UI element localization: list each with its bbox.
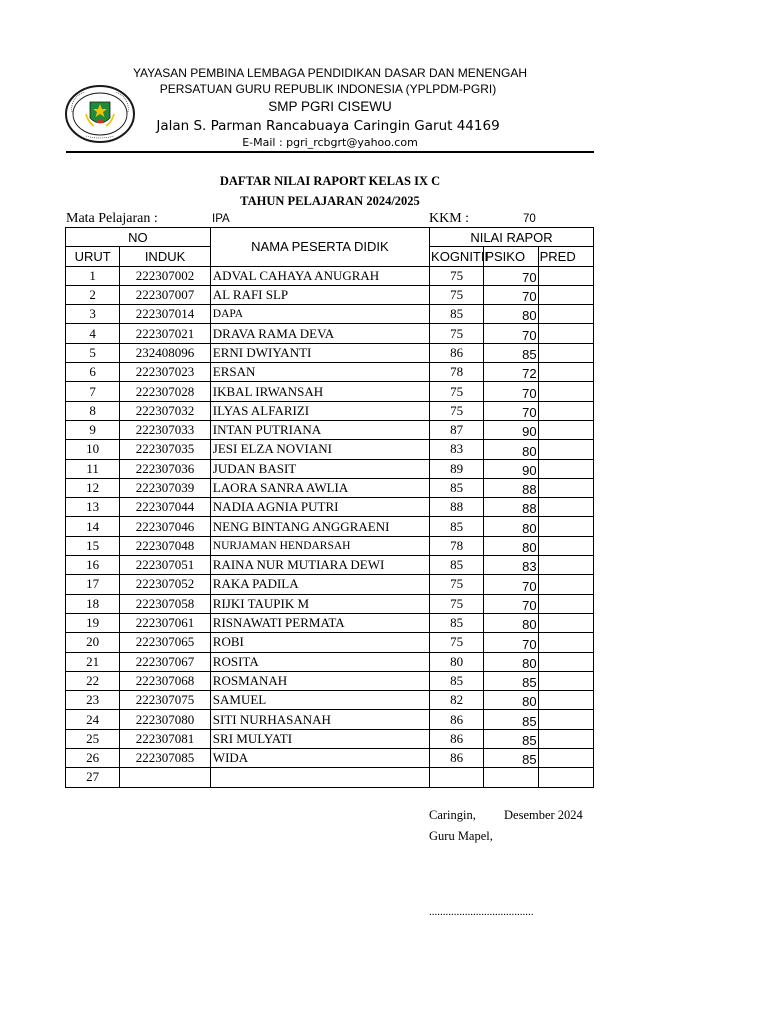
table-row	[66, 536, 594, 555]
row-psiko: 88	[484, 498, 538, 517]
row-nama: NADIA AGNIA PUTRI	[210, 498, 429, 517]
table-row	[66, 691, 594, 710]
row-urut: 2	[66, 285, 120, 304]
row-nama: NURJAMAN HENDARSAH	[210, 536, 429, 555]
row-nama: INTAN PUTRIANA	[210, 420, 429, 439]
row-psiko: 70	[484, 575, 538, 594]
signature-date: Desember 2024	[504, 808, 583, 822]
table-row	[66, 343, 594, 362]
row-induk: 222307002	[120, 266, 211, 285]
row-induk: 222307081	[120, 729, 211, 748]
table-row	[66, 594, 594, 613]
row-urut: 13	[66, 498, 120, 517]
row-nama: LAORA SANRA AWLIA	[210, 478, 429, 497]
signature-line: ......................................	[429, 906, 534, 918]
row-kognitif	[430, 768, 484, 787]
row-urut: 25	[66, 729, 120, 748]
row-induk: 222307036	[120, 459, 211, 478]
row-kognitif: 85	[430, 478, 484, 497]
row-urut: 4	[66, 324, 120, 343]
row-nama: ERNI DWIYANTI	[210, 343, 429, 362]
row-induk: 222307023	[120, 363, 211, 382]
row-pred	[538, 691, 593, 710]
row-psiko: 72	[484, 363, 538, 382]
row-urut: 22	[66, 671, 120, 690]
row-induk: 222307061	[120, 613, 211, 632]
table-row	[66, 363, 594, 382]
row-nama: RIJKI TAUPIK M	[210, 594, 429, 613]
row-psiko: 85	[484, 729, 538, 748]
row-nama: DRAVA RAMA DEVA	[210, 324, 429, 343]
row-pred	[538, 478, 593, 497]
row-induk: 222307044	[120, 498, 211, 517]
row-induk: 222307032	[120, 401, 211, 420]
row-urut: 15	[66, 536, 120, 555]
row-psiko: 80	[484, 536, 538, 555]
row-kognitif: 75	[430, 324, 484, 343]
school-emblem-icon	[64, 84, 136, 144]
association-name: PERSATUAN GURU REPUBLIK INDONESIA (YPLPDM-PGRI)	[159, 82, 497, 96]
row-induk: 222307007	[120, 285, 211, 304]
row-pred	[538, 613, 593, 632]
table-row	[66, 671, 594, 690]
row-kognitif: 88	[430, 498, 484, 517]
table-row	[66, 382, 594, 401]
row-induk: 222307028	[120, 382, 211, 401]
row-nama: AL RAFI SLP	[210, 285, 429, 304]
table-row	[66, 652, 594, 671]
row-pred	[538, 594, 593, 613]
foundation-name: YAYASAN PEMBINA LEMBAGA PENDIDIKAN DASAR DAN MENENGAH	[132, 66, 528, 80]
kkm-label: KKM :	[429, 211, 470, 226]
row-nama: SRI MULYATI	[210, 729, 429, 748]
row-kognitif: 82	[430, 691, 484, 710]
row-pred	[538, 768, 593, 787]
row-induk: 222307021	[120, 324, 211, 343]
row-nama: DAPA	[210, 305, 429, 324]
table-row	[66, 749, 594, 768]
row-nama: ROSMANAH	[210, 671, 429, 690]
row-pred	[538, 363, 593, 382]
row-pred	[538, 420, 593, 439]
row-kognitif: 85	[430, 671, 484, 690]
document-title: DAFTAR NILAI RAPORT KELAS IX C	[219, 174, 441, 188]
row-induk: 222307068	[120, 671, 211, 690]
row-kognitif: 85	[430, 613, 484, 632]
row-induk: 222307014	[120, 305, 211, 324]
header-psiko: PSIKO	[484, 247, 538, 266]
row-psiko: 85	[484, 671, 538, 690]
row-kognitif: 75	[430, 266, 484, 285]
row-urut: 26	[66, 749, 120, 768]
row-kognitif: 85	[430, 517, 484, 536]
row-pred	[538, 498, 593, 517]
table-row	[66, 633, 594, 652]
table-row	[66, 266, 594, 285]
row-nama: WIDA	[210, 749, 429, 768]
row-pred	[538, 459, 593, 478]
signature-place: Caringin,	[429, 808, 476, 822]
row-induk: 222307035	[120, 440, 211, 459]
school-address: Jalan S. Parman Rancabuaya Caringin Garut 44169	[156, 118, 500, 134]
row-pred	[538, 633, 593, 652]
table-row	[66, 575, 594, 594]
row-kognitif: 75	[430, 633, 484, 652]
table-row	[66, 459, 594, 478]
row-nama: ADVAL CAHAYA ANUGRAH	[210, 266, 429, 285]
row-psiko: 85	[484, 749, 538, 768]
row-nama: ROSITA	[210, 652, 429, 671]
row-kognitif: 75	[430, 594, 484, 613]
row-pred	[538, 440, 593, 459]
row-kognitif: 85	[430, 305, 484, 324]
row-urut: 19	[66, 613, 120, 632]
row-psiko: 83	[484, 556, 538, 575]
table-row	[66, 498, 594, 517]
row-nama: SITI NURHASANAH	[210, 710, 429, 729]
row-nama: ILYAS ALFARIZI	[210, 401, 429, 420]
row-kognitif: 75	[430, 285, 484, 304]
school-email: E-Mail : pgri_rcbgrt@yahoo.com	[242, 136, 418, 149]
table-row	[66, 517, 594, 536]
row-urut: 5	[66, 343, 120, 362]
row-pred	[538, 285, 593, 304]
table-row	[66, 710, 594, 729]
row-urut: 21	[66, 652, 120, 671]
row-induk: 222307085	[120, 749, 211, 768]
row-kognitif: 78	[430, 363, 484, 382]
header-no: NO	[66, 228, 211, 247]
row-pred	[538, 324, 593, 343]
row-kognitif: 86	[430, 729, 484, 748]
row-psiko: 70	[484, 633, 538, 652]
row-urut: 12	[66, 478, 120, 497]
row-pred	[538, 710, 593, 729]
header-divider	[66, 151, 594, 153]
row-kognitif: 86	[430, 749, 484, 768]
kkm-value: 70	[523, 213, 536, 225]
table-row	[66, 613, 594, 632]
row-induk: 222307048	[120, 536, 211, 555]
table-row	[66, 305, 594, 324]
row-urut: 8	[66, 401, 120, 420]
row-kognitif: 87	[430, 420, 484, 439]
row-induk: 222307051	[120, 556, 211, 575]
row-induk: 222307052	[120, 575, 211, 594]
row-pred	[538, 749, 593, 768]
table-row	[66, 768, 594, 787]
row-induk: 222307065	[120, 633, 211, 652]
row-kognitif: 75	[430, 401, 484, 420]
row-psiko: 88	[484, 478, 538, 497]
subject-value: IPA	[212, 213, 230, 225]
row-psiko: 85	[484, 710, 538, 729]
row-psiko: 80	[484, 440, 538, 459]
row-psiko: 80	[484, 613, 538, 632]
row-nama: RISNAWATI PERMATA	[210, 613, 429, 632]
signature-role: Guru Mapel,	[429, 829, 493, 843]
row-psiko: 80	[484, 517, 538, 536]
row-urut: 20	[66, 633, 120, 652]
row-induk: 222307067	[120, 652, 211, 671]
row-urut: 17	[66, 575, 120, 594]
row-pred	[538, 305, 593, 324]
row-kognitif: 75	[430, 575, 484, 594]
row-urut: 27	[66, 768, 120, 787]
row-pred	[538, 382, 593, 401]
row-nama: RAINA NUR MUTIARA DEWI	[210, 556, 429, 575]
row-nama: RAKA PADILA	[210, 575, 429, 594]
row-pred	[538, 266, 593, 285]
row-kognitif: 75	[430, 382, 484, 401]
row-induk: 222307075	[120, 691, 211, 710]
row-urut: 7	[66, 382, 120, 401]
row-pred	[538, 556, 593, 575]
table-row	[66, 285, 594, 304]
row-induk: 222307046	[120, 517, 211, 536]
table-header-row	[66, 228, 594, 247]
row-psiko	[484, 768, 538, 787]
row-urut: 10	[66, 440, 120, 459]
row-psiko: 90	[484, 459, 538, 478]
row-psiko: 70	[484, 594, 538, 613]
table-row	[66, 420, 594, 439]
row-psiko: 70	[484, 382, 538, 401]
subject-label: Mata Pelajaran :	[66, 211, 158, 226]
header-induk: INDUK	[120, 247, 211, 266]
row-pred	[538, 729, 593, 748]
table-row	[66, 324, 594, 343]
row-urut: 6	[66, 363, 120, 382]
row-nama: ERSAN	[210, 363, 429, 382]
row-induk: 222307058	[120, 594, 211, 613]
row-psiko: 70	[484, 266, 538, 285]
table-row	[66, 556, 594, 575]
row-kognitif: 89	[430, 459, 484, 478]
row-pred	[538, 671, 593, 690]
row-kognitif: 83	[430, 440, 484, 459]
row-psiko: 90	[484, 420, 538, 439]
table-row	[66, 478, 594, 497]
row-psiko: 80	[484, 305, 538, 324]
school-name: SMP PGRI CISEWU	[268, 99, 392, 114]
row-psiko: 80	[484, 691, 538, 710]
row-pred	[538, 575, 593, 594]
row-kognitif: 78	[430, 536, 484, 555]
row-psiko: 70	[484, 285, 538, 304]
row-urut: 16	[66, 556, 120, 575]
academic-year: TAHUN PELAJARAN 2024/2025	[240, 194, 420, 208]
row-urut: 18	[66, 594, 120, 613]
row-psiko: 70	[484, 401, 538, 420]
row-pred	[538, 401, 593, 420]
row-pred	[538, 517, 593, 536]
row-induk: 222307080	[120, 710, 211, 729]
row-nama	[210, 768, 429, 787]
row-urut: 1	[66, 266, 120, 285]
row-urut: 9	[66, 420, 120, 439]
table-row	[66, 729, 594, 748]
row-psiko: 85	[484, 343, 538, 362]
row-urut: 11	[66, 459, 120, 478]
row-psiko: 70	[484, 324, 538, 343]
row-kognitif: 86	[430, 343, 484, 362]
table-row	[66, 440, 594, 459]
row-nama: NENG BINTANG ANGGRAENI	[210, 517, 429, 536]
row-psiko: 80	[484, 652, 538, 671]
row-nama: JUDAN BASIT	[210, 459, 429, 478]
row-induk: 222307033	[120, 420, 211, 439]
row-pred	[538, 652, 593, 671]
row-pred	[538, 536, 593, 555]
header-nilai-rapor: NILAI RAPOR	[430, 228, 594, 247]
row-urut: 23	[66, 691, 120, 710]
row-induk: 222307039	[120, 478, 211, 497]
row-urut: 24	[66, 710, 120, 729]
row-urut: 3	[66, 305, 120, 324]
header-kognitif: KOGNITIF	[430, 247, 484, 266]
row-nama: ROBI	[210, 633, 429, 652]
row-nama: JESI ELZA NOVIANI	[210, 440, 429, 459]
row-nama: SAMUEL	[210, 691, 429, 710]
row-induk	[120, 768, 211, 787]
row-kognitif: 86	[430, 710, 484, 729]
row-induk: 232408096	[120, 343, 211, 362]
table-row	[66, 401, 594, 420]
row-kognitif: 85	[430, 556, 484, 575]
header-pred: PRED	[538, 247, 593, 266]
header-nama: NAMA PESERTA DIDIK	[210, 228, 429, 267]
row-kognitif: 80	[430, 652, 484, 671]
row-nama: IKBAL IRWANSAH	[210, 382, 429, 401]
grade-table	[65, 227, 594, 788]
row-urut: 14	[66, 517, 120, 536]
header-urut: URUT	[66, 247, 120, 266]
row-pred	[538, 343, 593, 362]
